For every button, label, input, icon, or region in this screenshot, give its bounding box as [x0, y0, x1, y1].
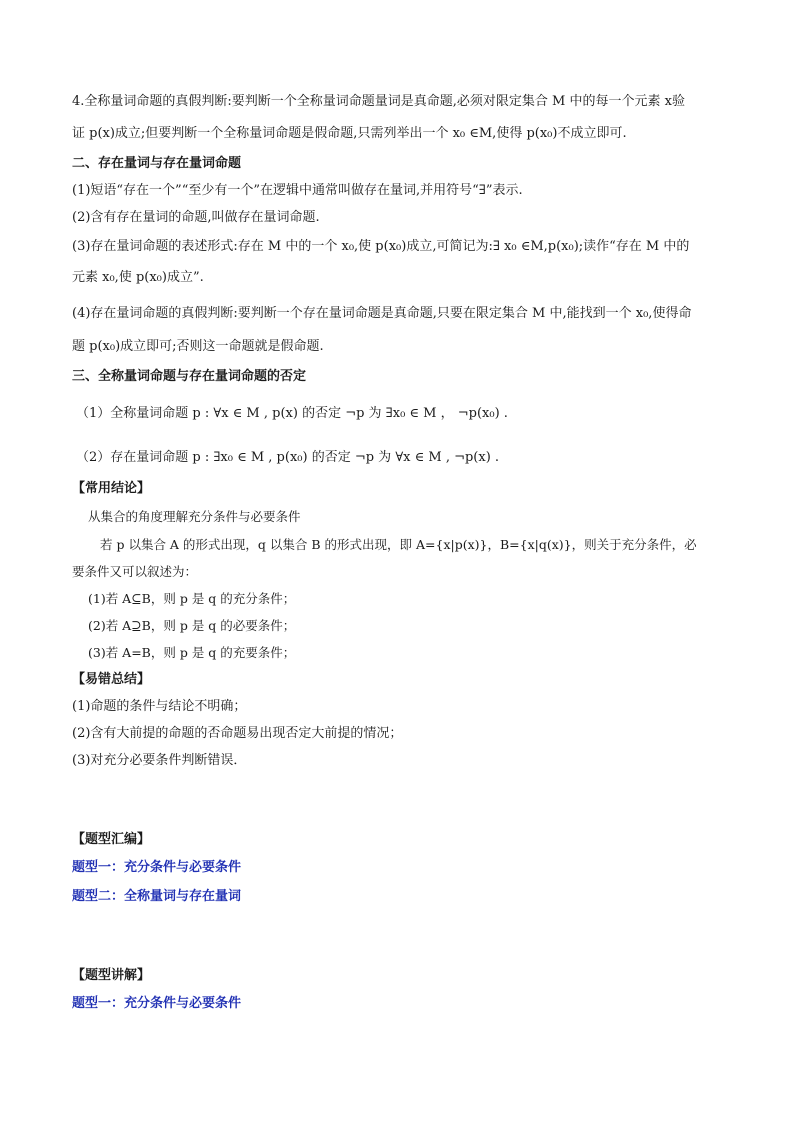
- question-type-2: 题型二：全称量词与存在量词: [72, 889, 242, 904]
- error-summary-heading: 【易错总结】: [72, 672, 151, 687]
- paragraph-4-line-2: 证 p(x)成立;但要判断一个全称量词命题是假命题,只需列举出一个 x₀ ∈M,使得 p(x₀)不成立即可.: [72, 126, 627, 141]
- existential-item-3-line-2: 元素 x₀,使 p(x₀)成立”.: [72, 270, 204, 285]
- paragraph-4-line-1: 4.全称量词命题的真假判断:要判断一个全称量词命题量词是真命题,必须对限定集合 M 中的每一个元素 x验: [72, 94, 685, 109]
- existential-item-3-line-1: (3)存在量词命题的表述形式:存在 M 中的一个 x₀,使 p(x₀)成立,可简记为:∃ x₀ ∈M,p(x₀);读作“存在 M 中的: [72, 239, 690, 254]
- existential-item-2: (2)含有存在量词的命题,叫做存在量词命题.: [72, 210, 320, 225]
- explanation-question-type-1: 题型一：充分条件与必要条件: [72, 996, 242, 1011]
- error-summary-item-1: (1)命题的条件与结论不明确；: [72, 699, 247, 714]
- common-conclusion-item-1: (1)若 A⊆B，则 p 是 q 的充分条件；: [88, 591, 296, 606]
- question-types-heading: 【题型汇编】: [72, 832, 151, 847]
- error-summary-item-2: (2)含有大前提的命题的否命题易出现否定大前提的情况；: [72, 726, 403, 741]
- common-conclusion-item-3: (3)若 A=B，则 p 是 q 的充要条件；: [88, 645, 296, 660]
- existential-item-4-line-2: 题 p(x₀)成立即可;否则这一命题就是假命题.: [72, 339, 324, 354]
- negation-item-2: （2）存在量词命题 p : ∃x₀ ∈ M , p(x₀) 的否定 ¬p 为 ∀x ∈ M , ¬p(x) .: [76, 450, 500, 465]
- negation-item-1: （1）全称量词命题 p : ∀x ∈ M , p(x) 的否定 ¬p 为 ∃x₀ ∈ M ， ¬p(x₀) .: [76, 406, 508, 421]
- section-3-heading: 三、全称量词命题与存在量词命题的否定: [72, 369, 307, 384]
- existential-item-4-line-1: (4)存在量词命题的真假判断:要判断一个存在量词命题是真命题,只要在限定集合 M 中,能找到一个 x₀,使得命: [72, 306, 692, 321]
- existential-item-1: (1)短语“存在一个”“至少有一个”在逻辑中通常叫做存在量词,并用符号“∃”表示.: [72, 183, 523, 198]
- common-conclusion-line-1: 若 p 以集合 A 的形式出现，q 以集合 B 的形式出现，即 A={x|p(x)}，B={x|q(x)}，则关于充分条件，必: [100, 537, 697, 552]
- common-conclusion-line-2: 要条件又可以叙述为：: [72, 564, 198, 579]
- error-summary-item-3: (3)对充分必要条件判断错误．: [72, 753, 247, 768]
- common-conclusion-item-2: (2)若 A⊇B，则 p 是 q 的必要条件；: [88, 618, 296, 633]
- section-2-heading: 二、存在量词与存在量词命题: [72, 156, 242, 171]
- question-explanation-heading: 【题型讲解】: [72, 968, 151, 983]
- common-conclusion-heading: 【常用结论】: [72, 481, 151, 496]
- common-conclusion-title: 从集合的角度理解充分条件与必要条件: [88, 509, 301, 524]
- question-type-1: 题型一：充分条件与必要条件: [72, 860, 242, 875]
